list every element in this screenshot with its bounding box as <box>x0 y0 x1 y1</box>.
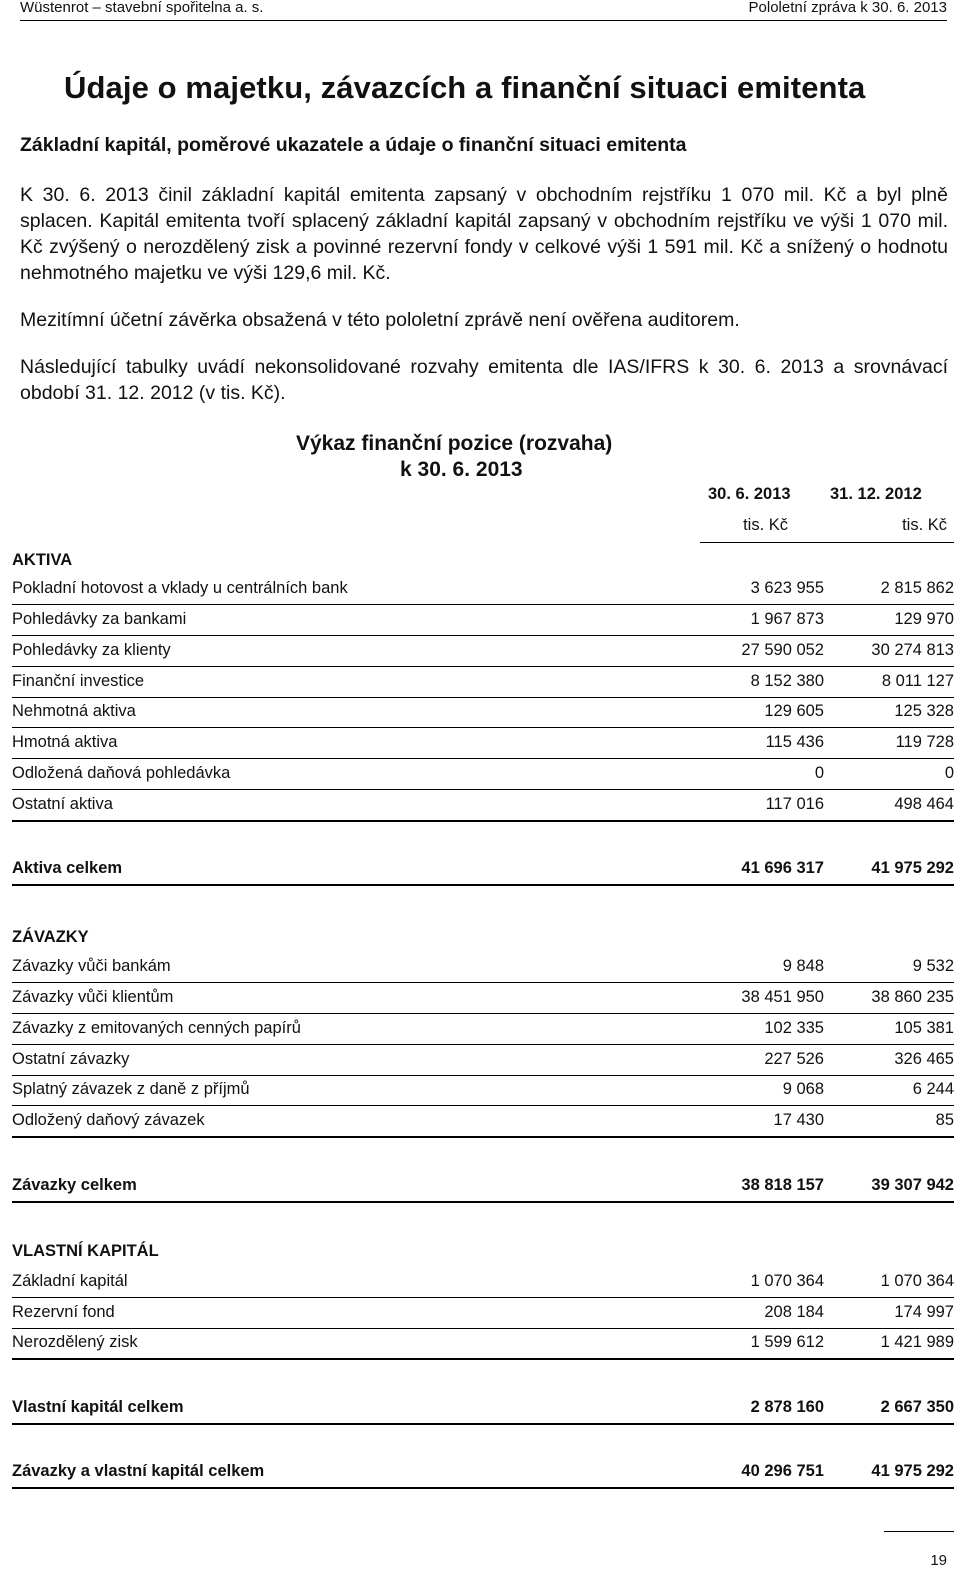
row-value-prior: 30 274 813 <box>871 641 954 659</box>
page-header <box>20 0 947 21</box>
table-row <box>12 1298 954 1329</box>
section-equity: VLASTNÍ KAPITÁL <box>12 1242 159 1260</box>
footer-rule <box>884 1531 954 1532</box>
row-value-prior: 38 860 235 <box>871 988 954 1006</box>
row-value-current: 17 430 <box>773 1111 824 1129</box>
row-label: Základní kapitál <box>12 1272 128 1290</box>
row-label: Hmotná aktiva <box>12 733 118 751</box>
row-value-prior: 125 328 <box>894 702 954 720</box>
row-label: Aktiva celkem <box>12 859 123 877</box>
row-label: Závazky celkem <box>12 1176 137 1194</box>
row-value-prior: 119 728 <box>895 733 954 751</box>
row-value-prior: 6 244 <box>912 1080 954 1098</box>
column-header-rule <box>700 542 954 543</box>
row-value-prior: 129 970 <box>894 610 954 628</box>
table-row <box>12 1106 954 1138</box>
page-title: Údaje o majetku, závazcích a finanční situaci emitenta <box>64 70 866 105</box>
row-label: Závazky a vlastní kapitál celkem <box>12 1462 265 1480</box>
header-report-title: Pololetní zpráva k 30. 6. 2013 <box>748 0 947 16</box>
row-value-current: 117 016 <box>765 795 824 813</box>
total-row-liabilities <box>12 1171 954 1203</box>
row-label: Odložená daňová pohledávka <box>12 764 231 782</box>
row-value-prior: 174 997 <box>894 1303 954 1321</box>
column-header-prior: 31. 12. 2012 <box>830 485 922 503</box>
row-label: Závazky z emitovaných cenných papírů <box>12 1019 301 1037</box>
row-label: Finanční investice <box>12 672 145 690</box>
table-row <box>12 983 954 1014</box>
row-label: Splatný závazek z daně z příjmů <box>12 1080 250 1098</box>
table-row <box>12 1075 954 1106</box>
row-value-prior: 41 975 292 <box>871 1462 954 1480</box>
row-value-current: 102 335 <box>764 1019 824 1037</box>
table-row <box>12 1045 954 1076</box>
table-row <box>12 697 954 728</box>
section-liabilities: ZÁVAZKY <box>12 928 89 946</box>
row-label: Rezervní fond <box>12 1303 115 1321</box>
row-value-current: 9 068 <box>782 1080 824 1098</box>
total-row-assets <box>12 854 954 886</box>
table-row <box>12 728 954 759</box>
row-value-current: 9 848 <box>782 957 824 975</box>
row-value-current: 1 070 364 <box>750 1272 824 1290</box>
statement-title-line1: Výkaz finanční pozice (rozvaha) <box>296 432 613 455</box>
row-value-current: 8 152 380 <box>750 672 824 690</box>
table-row <box>12 1328 954 1360</box>
page-number: 19 <box>930 1552 947 1569</box>
row-value-current: 0 <box>814 764 824 782</box>
paragraph-audit: Mezitímní účetní závěrka obsažená v této pololetní zprávě není ověřena auditorem. <box>20 309 740 331</box>
row-value-current: 40 296 751 <box>741 1462 824 1480</box>
row-label: Pohledávky za bankami <box>12 610 187 628</box>
paragraph-capital: K 30. 6. 2013 činil základní kapitál emitenta zapsaný v obchodním rejstříku 1 070 mil. Kč a byl plně splacen. Kapitál emitenta tvoří splacený základní kapitál zapsaný v obchodním rejstříku ve výši 1 070 mil. Kč zvýšený o nerozdělený zisk a povinné rezervní fondy v celkové výši 1 591 mil. Kč a snížený o hodnotu nehmotného majetku ve výši 129,6 mil. Kč. <box>20 184 948 284</box>
table-row <box>12 636 954 667</box>
statement-title-line2: k 30. 6. 2013 <box>400 458 523 481</box>
column-header-current: 30. 6. 2013 <box>708 485 791 503</box>
table-row <box>12 790 954 822</box>
row-value-prior: 39 307 942 <box>871 1176 954 1194</box>
total-row-equity <box>12 1393 954 1425</box>
row-value-current: 2 878 160 <box>750 1398 824 1416</box>
table-row <box>12 667 954 698</box>
paragraph-tables: Následující tabulky uvádí nekonsolidované rozvahy emitenta dle IAS/IFRS k 30. 6. 2013 a srovnávací období 31. 12. 2012 (v tis. Kč). <box>20 356 948 404</box>
row-label: Ostatní aktiva <box>12 795 113 813</box>
row-value-current: 129 605 <box>764 702 824 720</box>
section-assets: AKTIVA <box>12 551 73 569</box>
row-label: Vlastní kapitál celkem <box>12 1398 184 1416</box>
row-value-current: 3 623 955 <box>750 579 824 597</box>
table-row <box>12 952 954 983</box>
row-value-prior: 41 975 292 <box>871 859 954 877</box>
statement-title <box>296 431 612 483</box>
row-value-current: 208 184 <box>764 1303 824 1321</box>
row-value-prior: 8 011 127 <box>881 672 954 690</box>
row-value-prior: 9 532 <box>912 957 954 975</box>
row-label: Závazky vůči klientům <box>12 988 174 1006</box>
row-value-current: 38 818 157 <box>741 1176 824 1194</box>
header-company: Wüstenrot – stavební spořitelna a. s. <box>20 0 264 16</box>
row-label: Pohledávky za klienty <box>12 641 171 659</box>
row-value-prior: 0 <box>944 764 954 782</box>
total-row-liabilities-equity <box>12 1457 954 1489</box>
table-row <box>12 1267 954 1298</box>
row-value-prior: 1 070 364 <box>880 1272 954 1290</box>
row-label: Pokladní hotovost a vklady u centrálních bank <box>12 579 348 597</box>
row-value-current: 41 696 317 <box>741 859 824 877</box>
row-value-current: 27 590 052 <box>741 641 824 659</box>
row-label: Nerozdělený zisk <box>12 1333 138 1351</box>
row-value-current: 38 451 950 <box>741 988 824 1006</box>
row-value-prior: 2 667 350 <box>880 1398 954 1416</box>
row-value-current: 1 599 612 <box>750 1333 824 1351</box>
section-subtitle: Základní kapitál, poměrové ukazatele a údaje o finanční situaci emitenta <box>20 134 687 156</box>
row-value-current: 1 967 873 <box>750 610 824 628</box>
row-value-prior: 1 421 989 <box>880 1333 954 1351</box>
row-value-prior: 105 381 <box>894 1019 954 1037</box>
row-value-prior: 85 <box>935 1111 954 1129</box>
row-label: Závazky vůči bankám <box>12 957 171 975</box>
table-row <box>12 759 954 790</box>
row-value-prior: 498 464 <box>894 795 954 813</box>
row-value-prior: 2 815 862 <box>880 579 954 597</box>
row-label: Nehmotná aktiva <box>12 702 136 720</box>
table-row <box>12 574 954 605</box>
row-label: Odložený daňový závazek <box>12 1111 205 1129</box>
row-label: Ostatní závazky <box>12 1050 130 1068</box>
row-value-current: 227 526 <box>764 1050 824 1068</box>
row-value-current: 115 436 <box>765 733 824 751</box>
table-row <box>12 1014 954 1045</box>
column-unit-current: tis. Kč <box>743 516 788 534</box>
table-row <box>12 605 954 636</box>
column-unit-prior: tis. Kč <box>902 516 947 534</box>
row-value-prior: 326 465 <box>894 1050 954 1068</box>
